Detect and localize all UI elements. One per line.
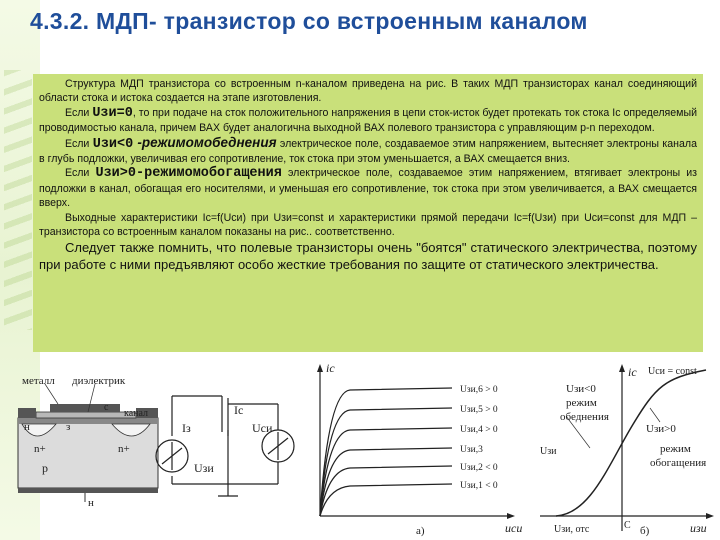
transfer-characteristics bbox=[540, 364, 714, 537]
output-curve-label: Uзи,1 < 0 bbox=[460, 481, 498, 491]
label-drain-current: Iс bbox=[234, 403, 244, 417]
enhancement-label-3: обогащения bbox=[650, 457, 707, 469]
output-curve bbox=[320, 408, 452, 516]
output-curve bbox=[320, 484, 452, 516]
transfer-left-label: Uзи bbox=[540, 446, 557, 457]
label-gate-voltage: Uзи bbox=[194, 461, 214, 475]
output-caption: а) bbox=[416, 525, 425, 537]
output-characteristics bbox=[317, 361, 522, 537]
transistor-structure bbox=[18, 375, 158, 509]
enhancement-label-1: Uзи>0 bbox=[646, 423, 676, 435]
label-source-n: н bbox=[24, 421, 30, 433]
dielectric-layer bbox=[36, 412, 136, 418]
enhancement-mode-term: -режимомобогащения bbox=[136, 166, 282, 182]
paragraph-uzi-zero: Если Uзи=0, то при подаче на сток положительного напряжения в цепи сток-исток будет протекать ток стока Iс определяемый проводимостью канала, причем ВАХ будет аналогична выходной ВАХ полевого транзистора с управляющим p-n переходом. bbox=[39, 105, 697, 135]
output-x-arrow bbox=[507, 513, 515, 519]
depletion-mode-term: -режимомобеднения bbox=[133, 134, 277, 150]
output-curve bbox=[320, 466, 452, 516]
output-y-label: iс bbox=[326, 361, 335, 375]
output-curve-label-group bbox=[460, 385, 498, 491]
output-curve-group bbox=[320, 388, 452, 516]
transfer-x-label: uзи bbox=[690, 521, 707, 535]
output-curve bbox=[320, 388, 452, 516]
transfer-caption: б) bbox=[640, 525, 650, 537]
transfer-const-label: Uси = const bbox=[648, 366, 697, 377]
metal-pointer bbox=[45, 384, 58, 404]
source-contact bbox=[18, 408, 36, 418]
label-dielectric: диэлектрик bbox=[72, 375, 126, 387]
label-gate-current: Iз bbox=[182, 421, 191, 435]
transfer-cutoff-label: Uзи, отс bbox=[554, 524, 590, 535]
condition-uzi-positive: Uзи>0 bbox=[95, 166, 136, 182]
output-curve-label: Uзи,2 < 0 bbox=[460, 463, 498, 473]
label-p-substrate: p bbox=[42, 461, 48, 475]
output-curve-label: Uзи,6 > 0 bbox=[460, 385, 498, 395]
figure-area bbox=[0, 356, 720, 540]
label-n-plus-source: n+ bbox=[34, 443, 46, 455]
measurement-circuit bbox=[156, 396, 294, 496]
output-curve-label: Uзи,5 > 0 bbox=[460, 405, 498, 415]
enhancement-pointer bbox=[650, 408, 660, 422]
paragraph-structure: Структура МДП транзистора со встроенным n-каналом приведена на рис. В таких МДП транзисторах канал соединяющий области стока и истока создается на этапе изготовления. bbox=[39, 78, 697, 105]
label-n-plus-drain: n+ bbox=[118, 443, 130, 455]
output-curve bbox=[320, 448, 452, 516]
condition-uzi-zero: Uзи=0 bbox=[92, 105, 133, 121]
enhancement-label-2: режим bbox=[660, 443, 691, 455]
paragraph-depletion: Если Uзи<0 -режимомобеднения электрическое поле, создаваемое этим напряжением, вытесняет электроны канала в глубь подложки, увеличивая его сопротивление, ток стока при этом уменьшается, а ВАХ смещается вниз. bbox=[39, 134, 697, 166]
decorative-leaf-pattern bbox=[4, 70, 32, 330]
text-block bbox=[33, 74, 703, 352]
label-drain-voltage: Uси bbox=[252, 421, 273, 435]
label-bulk-n: н bbox=[88, 497, 94, 509]
bulk-contact bbox=[18, 488, 158, 493]
condition-uzi-negative: Uзи<0 bbox=[92, 136, 134, 152]
paragraph-characteristics: Выходные характеристики Iс=f(Uси) при Uзи=const и характеристики прямой передачи Iс=f(Uзи) при Uси=const для МДП – транзистора со встроенным каналом показаны на рис.. соответственно. bbox=[39, 211, 697, 239]
transfer-origin-label: С bbox=[624, 520, 631, 531]
depletion-label-1: Uзи<0 bbox=[566, 383, 596, 395]
output-curve-label: Uзи,4 > 0 bbox=[460, 425, 498, 435]
transfer-y-label: iс bbox=[628, 365, 637, 379]
transfer-y-arrow bbox=[619, 364, 625, 372]
label-drain-c: с bbox=[104, 402, 109, 413]
label-channel: канал bbox=[124, 408, 149, 419]
label-metal: металл bbox=[22, 375, 55, 387]
label-gate-z: з bbox=[66, 421, 71, 433]
paragraph-enhancement: Если Uзи>0-режимомобогащения электрическое поле, создаваемое этим напряжением, втягивает электроны из подложки в канал, обогащая его носителями, и уменьшая его сопротивление, ток стока при этом увеличивается, а ВАХ смещается вверх. bbox=[39, 166, 697, 210]
slide-title: 4.3.2. МДП- транзистор со встроенным каналом bbox=[30, 8, 588, 34]
depletion-label-3: обеднения bbox=[560, 411, 609, 423]
output-curve-label: Uзи,3 bbox=[460, 445, 483, 455]
transfer-x-arrow bbox=[706, 513, 714, 519]
paragraph-static-warning: Следует также помнить, что полевые транзисторы очень "боятся" статического электричества, поэтому при работе с ними предъявляют особо жесткие требования по защите от статического электричества. bbox=[39, 240, 697, 272]
depletion-label-2: режим bbox=[566, 397, 597, 409]
gate-metal bbox=[50, 404, 120, 412]
output-x-label: uси bbox=[505, 521, 523, 535]
output-y-arrow bbox=[317, 364, 323, 372]
